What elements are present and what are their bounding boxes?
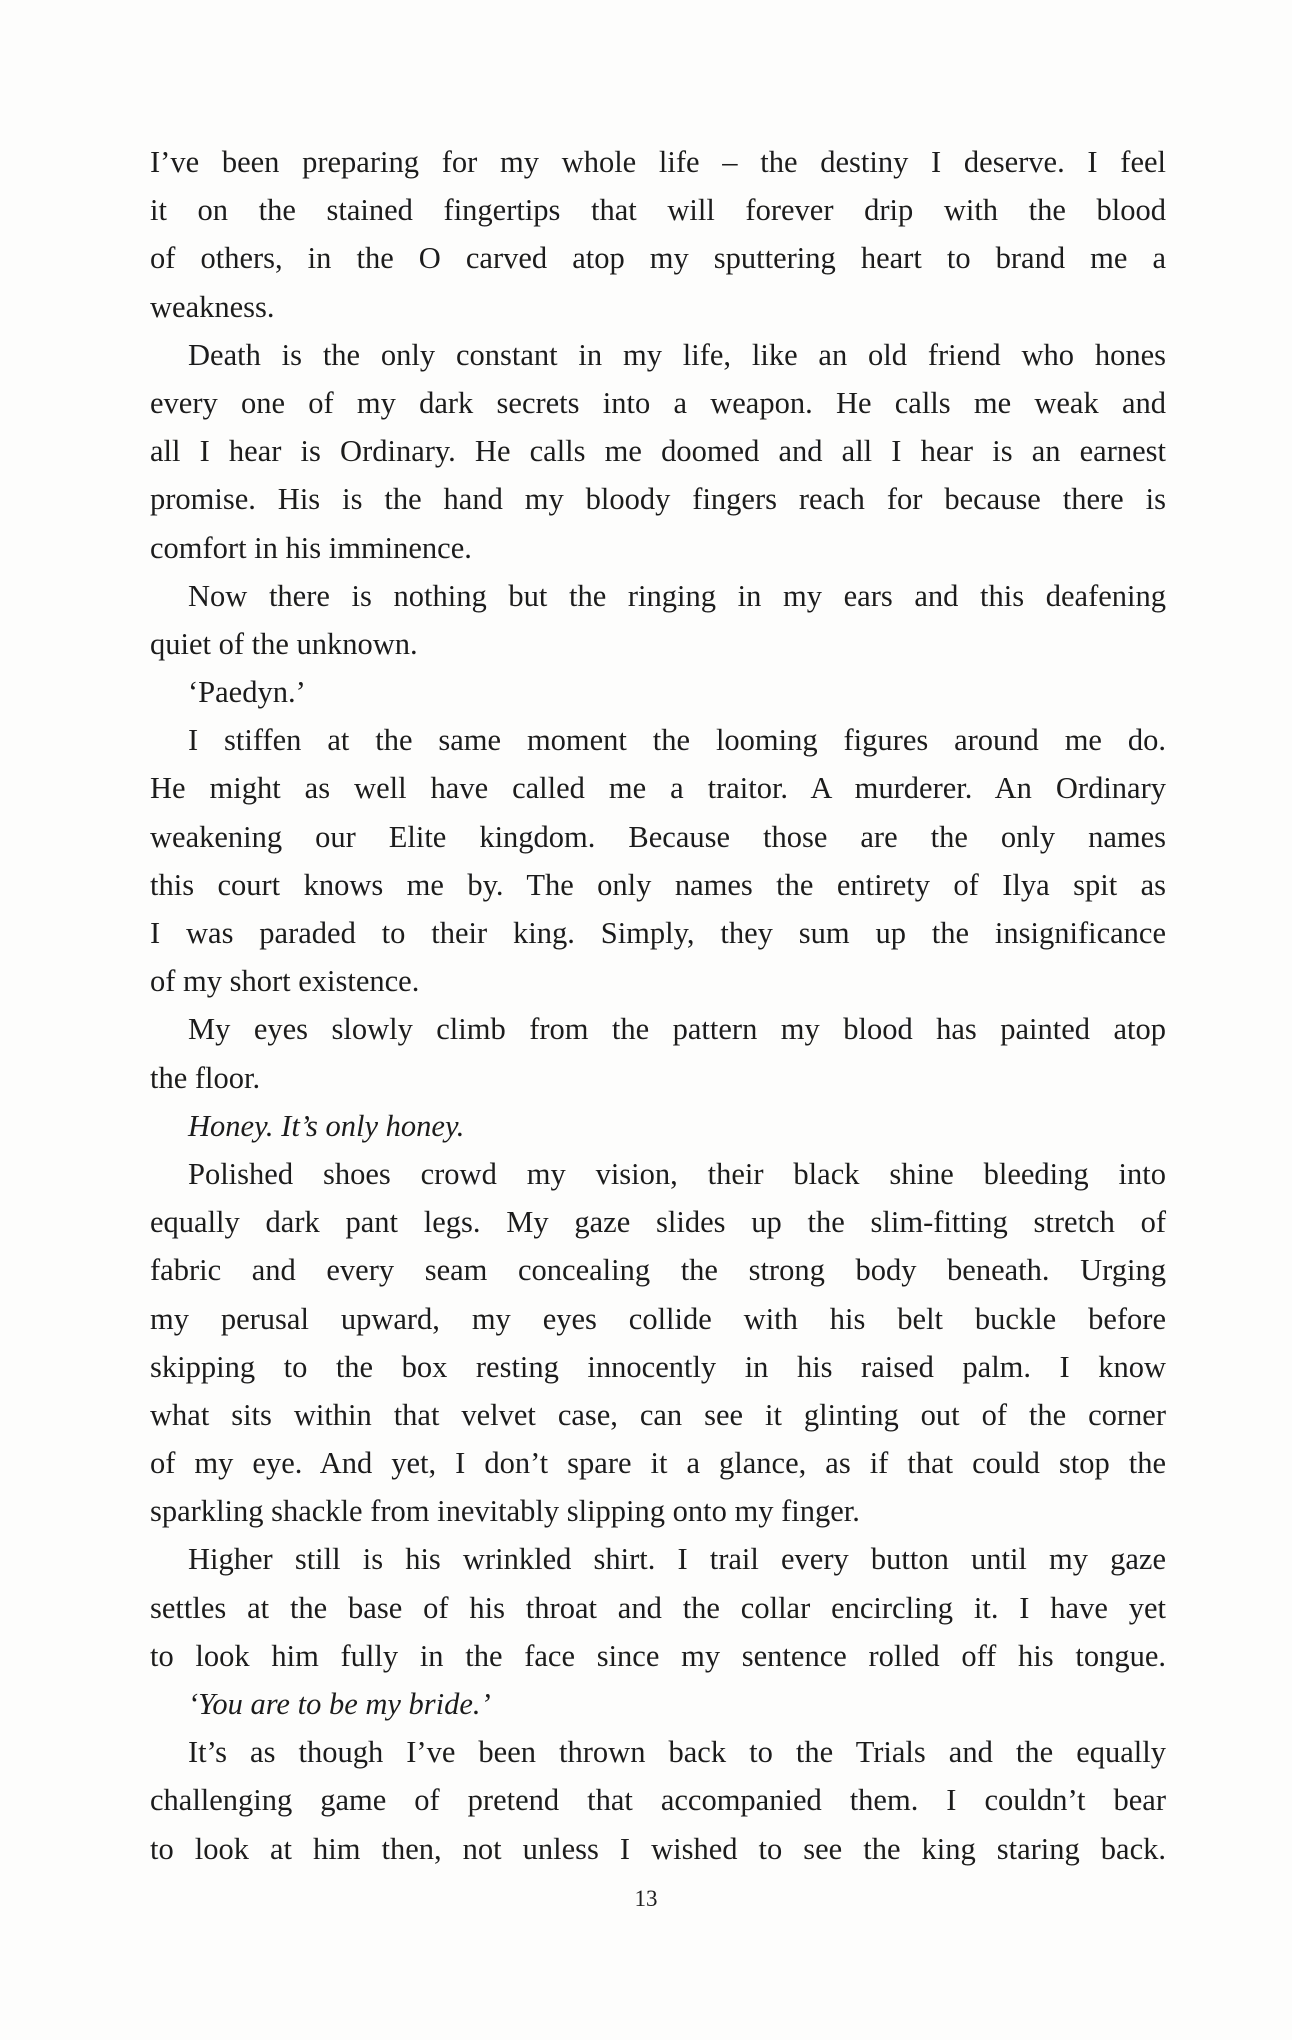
text-line: what sits within that velvet case, can see it glinting out of the corner [150, 1397, 1166, 1432]
text-line: sparkling shackle from inevitably slipping onto my finger. [150, 1494, 860, 1529]
text-line: challenging game of pretend that accompanied them. I couldn’t bear [150, 1783, 1166, 1818]
text-line: of my short existence. [150, 964, 420, 999]
text-line: I was paraded to their king. Simply, they sum up the insignificance [150, 916, 1166, 950]
text-line: all I hear is Ordinary. He calls me doomed and all I hear is an earnest [150, 434, 1166, 469]
text-line: promise. His is the hand my bloody fingers reach for because there is [150, 482, 1166, 517]
text-line: Polished shoes crowd my vision, their black shine bleeding into [188, 1156, 1166, 1191]
text-line: my perusal upward, my eyes collide with his belt buckle before [150, 1301, 1166, 1336]
text-line: Higher still is his wrinkled shirt. I trail every button until my gaze [188, 1542, 1166, 1577]
text-line: weakening our Elite kingdom. Because those are the only names [150, 819, 1166, 854]
body-text [150, 138, 1166, 1873]
text-line: of my eye. And yet, I don’t spare it a glance, as if that could stop the [150, 1446, 1166, 1481]
text-line: ‘You are to be my bride.’ [188, 1687, 491, 1721]
text-line: of others, in the O carved atop my sputtering heart to brand me a [150, 241, 1166, 276]
page-number: 13 [634, 1886, 658, 1911]
text-line: settles at the base of his throat and the collar encircling it. I have yet [150, 1590, 1166, 1625]
text-line: to look at him then, not unless I wished to see the king staring back. [150, 1831, 1166, 1866]
text-line: Death is the only constant in my life, like an old friend who hones [188, 337, 1166, 372]
text-line: skipping to the box resting innocently in his raised palm. I know [150, 1349, 1166, 1384]
text-line: He might as well have called me a traitor. A murderer. An Ordinary [150, 771, 1166, 806]
text-line: I stiffen at the same moment the looming figures around me do. [188, 723, 1166, 758]
text-line: My eyes slowly climb from the pattern my blood has painted atop [188, 1012, 1166, 1047]
text-line: to look him fully in the face since my sentence rolled off his tongue. [150, 1638, 1166, 1673]
text-line: it on the stained fingertips that will forever drip with the blood [150, 193, 1166, 228]
text-line: It’s as though I’ve been thrown back to the Trials and the equally [188, 1735, 1166, 1770]
text-line: the floor. [150, 1060, 261, 1095]
text-line: I’ve been preparing for my whole life – the destiny I deserve. I feel [150, 145, 1166, 179]
text-line: this court knows me by. The only names the entirety of Ilya spit as [150, 867, 1166, 902]
text-line: every one of my dark secrets into a weapon. He calls me weak and [150, 385, 1166, 420]
text-line: comfort in his imminence. [150, 530, 472, 565]
text-line: weakness. [150, 289, 275, 324]
text-line: Honey. It’s only honey. [188, 1108, 465, 1143]
text-line: equally dark pant legs. My gaze slides up the slim-fitting stretch of [150, 1205, 1166, 1240]
text-line: Now there is nothing but the ringing in my ears and this deafening [188, 578, 1166, 613]
text-line: quiet of the unknown. [150, 626, 418, 661]
text-line: fabric and every seam concealing the strong body beneath. Urging [150, 1253, 1166, 1288]
text-line: ‘Paedyn.’ [188, 675, 306, 710]
